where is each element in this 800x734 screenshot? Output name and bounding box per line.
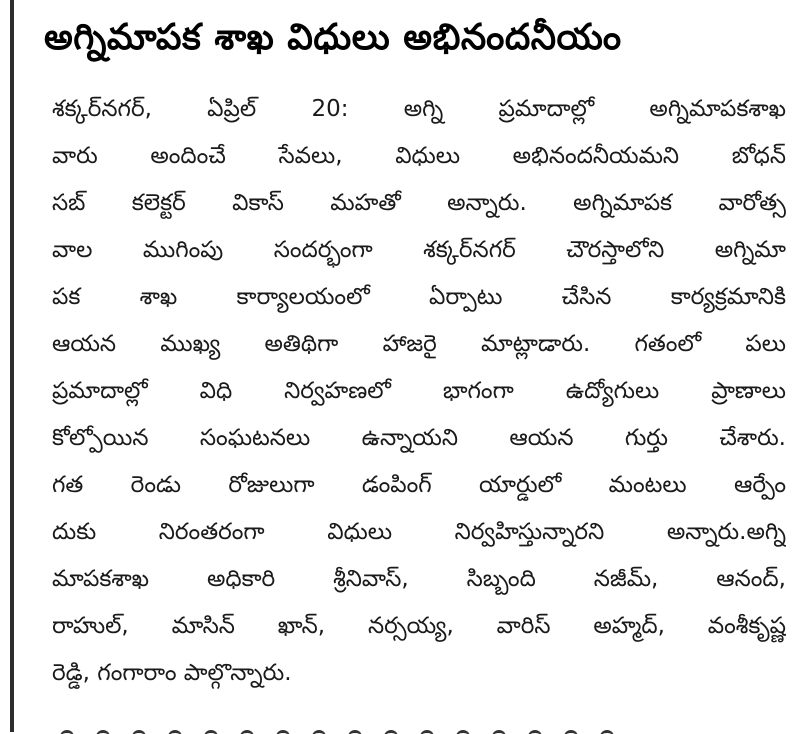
article-line: రెడ్డి, గంగారాం పాల్గొన్నారు.	[52, 660, 292, 686]
article-line: పక శాఖ కార్యాలయంలో ఏర్పాటు చేసిన కార్యక్రమానికి	[52, 284, 786, 310]
article-line: కోల్పోయిన సంఘటనలు ఉన్నాయని ఆయన గుర్తు చేశారు.	[52, 425, 786, 451]
article-line: గత రెండు రోజులుగా డంపింగ్ యార్డులో మంటలు ఆర్పేం	[52, 472, 786, 498]
article-line: సబ్ కలెక్టర్ వికాస్ మహతో అన్నారు. అగ్నిమాపక వారోత్స	[52, 190, 786, 216]
article-line: మాపకశాఖ అధికారి శ్రీనివాస్, సిబ్బంది నజీమ్, ఆనంద్,	[52, 566, 786, 592]
article-line: వారు అందించే సేవలు, విధులు అభినందనీయమని బోధన్	[52, 143, 786, 169]
article-line: ప్రమాదాల్లో విధి నిర్వహణలో భాగంగా ఉద్యోగులు ప్రాణాలు	[52, 378, 786, 404]
article-line: రాహుల్, మాసిన్ ఖాన్, నర్సయ్య, వారిస్ అహ్మద్, వంశీకృష్ణ	[52, 613, 786, 639]
news-article	[44, 0, 786, 697]
article-line: వాల ముగింపు సందర్భంగా శక్కర్‌నగర్ చౌరస్తాలోని అగ్నిమా	[52, 237, 786, 263]
column-divider-rule	[10, 0, 14, 732]
article-line: ఆయన ముఖ్య అతిథిగా హాజరై మాట్లాడారు. గతంలో పలు	[52, 331, 786, 357]
article-line: దుకు నిరంతరంగా విధులు నిర్వహిస్తున్నారని అన్నారు.అగ్ని	[52, 519, 786, 545]
cropped-next-line-fragment	[60, 724, 660, 734]
article-body	[52, 86, 786, 697]
article-headline: అగ్నిమాపక శాఖ విధులు అభినందనీయం	[44, 17, 622, 58]
article-line: శక్కర్‌నగర్, ఏప్రిల్ 20: అగ్ని ప్రమాదాల్లో అగ్నిమాపకశాఖ	[52, 96, 786, 122]
